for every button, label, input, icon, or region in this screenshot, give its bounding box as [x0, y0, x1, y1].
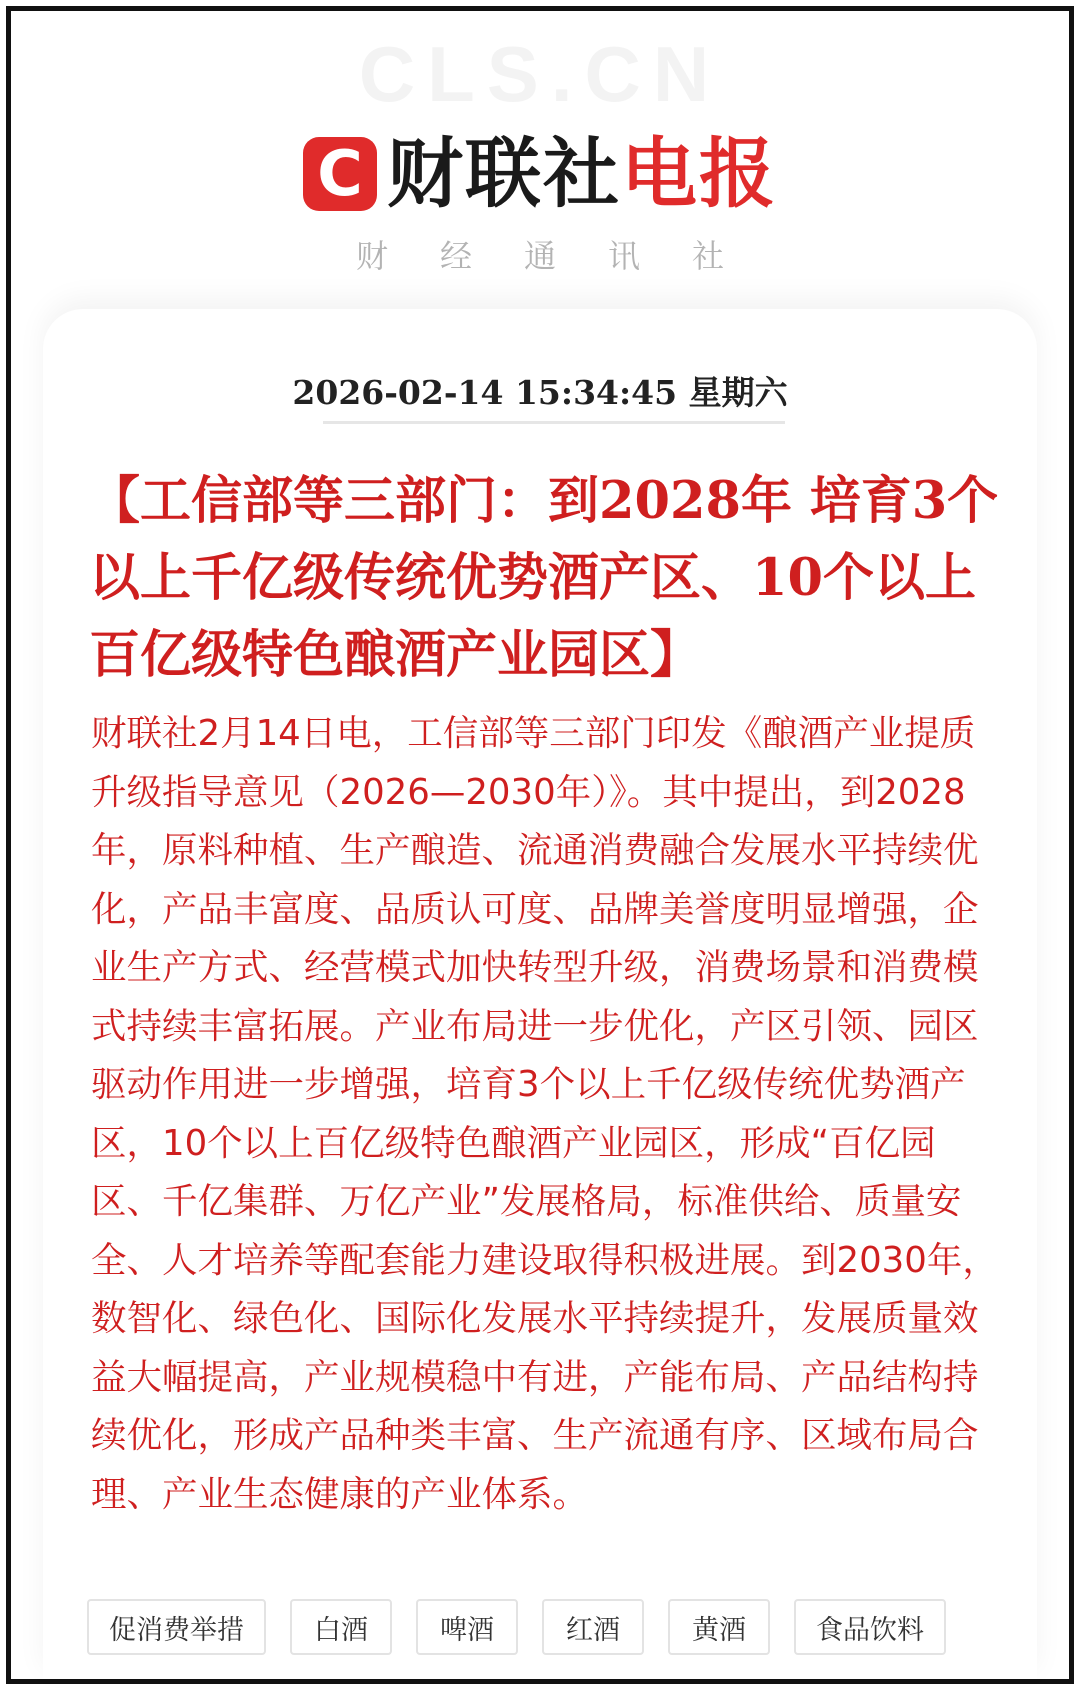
tag-item[interactable]: 促消费举措: [87, 1599, 266, 1655]
datetime-divider: [323, 421, 785, 424]
brand-title: [387, 129, 777, 218]
tag-item[interactable]: 啤酒: [416, 1599, 518, 1655]
screenshot-frame: [6, 6, 1074, 1684]
tag-item[interactable]: 黄酒: [668, 1599, 770, 1655]
tag-list: [87, 1599, 970, 1655]
article-headline: 【工信部等三部门：到2028年 培育3个以上千亿级传统优势酒产区、10个以上百亿级特色酿酒产业园区】: [89, 471, 999, 685]
brand-suffix: 电报: [621, 129, 777, 218]
article-datetime: 2026-02-14 15:34:45 星期六: [292, 373, 788, 412]
watermark: CLS.CN: [358, 30, 722, 118]
tag-item[interactable]: 食品饮料: [794, 1599, 946, 1655]
cls-logo-icon: [303, 137, 377, 211]
tag-item[interactable]: 红酒: [542, 1599, 644, 1655]
article-body: 财联社2月14日电，工信部等三部门印发《酿酒产业提质升级指导意见（2026—2030年）》。其中提出，到2028年，原料种植、生产酿造、流通消费融合发展水平持续优化，产品丰富度、品质认可度、品牌美誉度明显增强，企业生产方式、经营模式加快转型升级，消费场景和消费模式持续丰富拓展。产业布局进一步优化，产区引领、园区驱动作用进一步增强，培育3个以上千亿级传统优势酒产区，10个以上百亿级特色酿酒产业园区，形成“百亿园区、千亿集群、万亿产业”发展格局，标准供给、质量安全、人才培养等配套能力建设取得积极进展。到2030年，数智化、绿色化、国际化发展水平持续提升，发展质量效益大幅提高，产业规模稳中有进，产能布局、产品结构持续优化，形成产品种类丰富、生产流通有序、区域布局合理、产业生态健康的产业体系。: [91, 713, 998, 1515]
brand-name: 财联社: [387, 129, 621, 218]
tag-item[interactable]: 白酒: [290, 1599, 392, 1655]
tagline: 财经通讯社: [355, 237, 776, 275]
logo-letter: C: [317, 137, 363, 210]
brand-header: [11, 129, 1069, 219]
